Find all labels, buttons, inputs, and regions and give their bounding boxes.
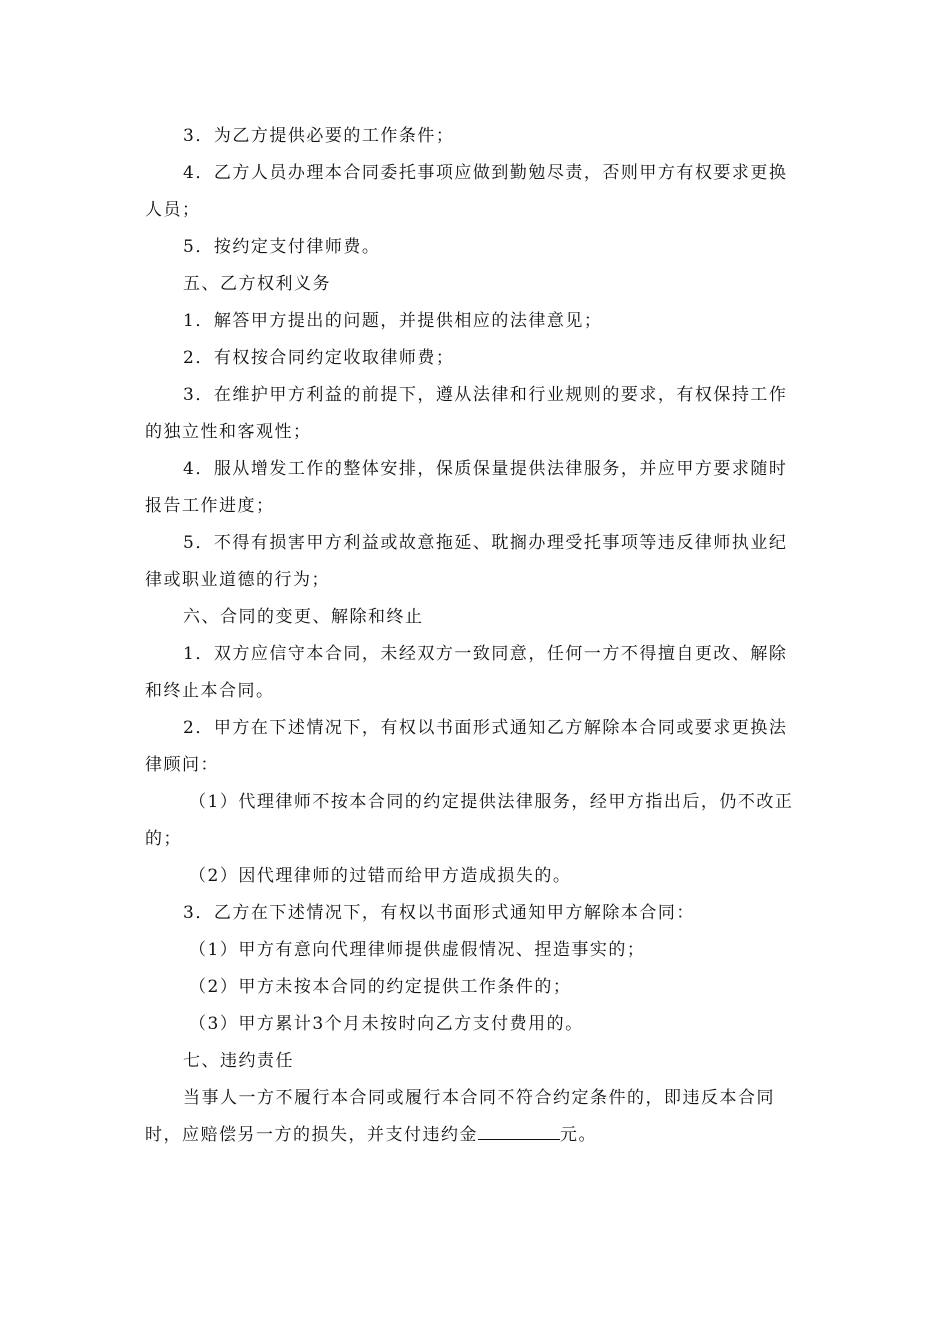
- clause-5-5: 5．不得有损害甲方利益或故意拖延、耽搁办理受托事项等违反律师执业纪律或职业道德的行为；: [145, 533, 788, 590]
- clause-5-1: 1．解答甲方提出的问题，并提供相应的法律意见；: [183, 311, 603, 331]
- clause-4-4: 4．乙方人员办理本合同委托事项应做到勤勉尽责，否则甲方有权要求更换人员；: [145, 163, 788, 220]
- clause-6-3-item-3: （3）甲方累计3个月未按时向乙方支付费用的。: [189, 1014, 584, 1034]
- clause-7-penalty: [145, 1080, 805, 1154]
- clause-5-3: 3．在维护甲方利益的前提下，遵从法律和行业规则的要求，有权保持工作的独立性和客观性；: [145, 385, 788, 442]
- clause-4-5: 5．按约定支付律师费。: [183, 237, 381, 257]
- clause-6-2: 2．甲方在下述情况下，有权以书面形式通知乙方解除本合同或要求更换法律顾问：: [145, 718, 788, 775]
- clause-6-2-item-2: （2）因代理律师的过错而给甲方造成损失的。: [189, 866, 572, 886]
- section-heading-6: 六、合同的变更、解除和终止: [183, 607, 424, 627]
- clause-5-4: 4．服从增发工作的整体安排，保质保量提供法律服务，并应甲方要求随时报告工作进度；: [145, 459, 788, 516]
- clause-4-3: 3．为乙方提供必要的工作条件；: [183, 126, 455, 146]
- clause-6-3: 3．乙方在下述情况下，有权以书面形式通知甲方解除本合同：: [183, 903, 695, 923]
- penalty-text-before: 当事人一方不履行本合同或履行本合同不符合约定条件的，即违反本合同时，应赔偿另一方的损失，并支付违约金: [145, 1088, 775, 1145]
- section-heading-5: 五、乙方权利义务: [183, 274, 331, 294]
- penalty-text-after: 元。: [560, 1125, 597, 1145]
- contract-body: [145, 118, 805, 1154]
- penalty-amount-blank: [478, 1125, 560, 1140]
- clause-6-2-item-1: （1）代理律师不按本合同的约定提供法律服务，经甲方指出后，仍不改正的；: [145, 792, 794, 849]
- clause-6-3-item-1: （1）甲方有意向代理律师提供虚假情况、捏造事实的；: [189, 940, 646, 960]
- clause-6-1: 1．双方应信守本合同，未经双方一致同意，任何一方不得擅自更改、解除和终止本合同。: [145, 644, 788, 701]
- section-heading-7: 七、违约责任: [183, 1051, 294, 1071]
- clause-5-2: 2．有权按合同约定收取律师费；: [183, 348, 455, 368]
- clause-6-3-item-2: （2）甲方未按本合同的约定提供工作条件的；: [189, 977, 572, 997]
